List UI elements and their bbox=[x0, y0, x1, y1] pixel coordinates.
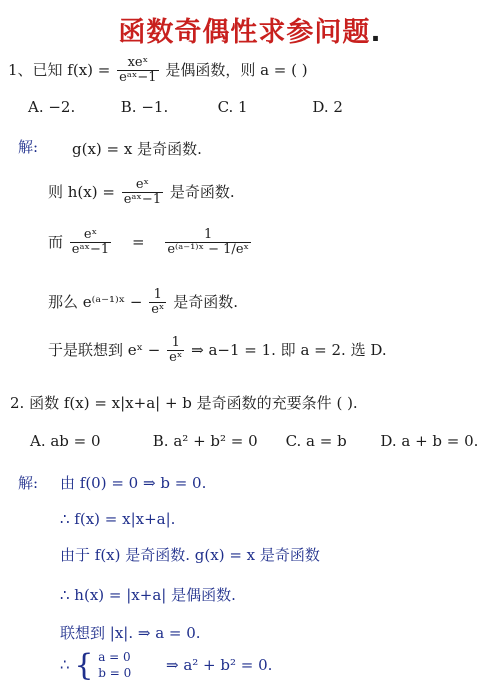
sol1-line-3 bbox=[48, 228, 253, 258]
q1-prefix: 1、已知 f(x) = bbox=[8, 60, 111, 79]
brace-symbol: { bbox=[74, 647, 94, 683]
page-title bbox=[0, 10, 500, 49]
sol2-line-4: ∴ h(x) = |x+a| 是偶函数. bbox=[60, 586, 236, 604]
sol1-line5-fraction bbox=[167, 336, 184, 366]
sol2-line6-suffix: ⇒ a² + b² = 0. bbox=[165, 655, 273, 674]
sol2-line-1: 由 f(0) = 0 ⇒ b = 0. bbox=[60, 474, 207, 492]
sol1-line5-suffix: ⇒ a−1 = 1. 即 a = 2. 选 D. bbox=[191, 340, 387, 359]
q2-option-c: C. a = b bbox=[285, 432, 347, 450]
q1-frac-den: eᵃˣ−1 bbox=[119, 70, 157, 86]
sol1-line4-suffix: 是奇函数. bbox=[173, 292, 238, 311]
q1-frac-num: xeˣ bbox=[117, 56, 158, 71]
sol1-line2-prefix: 则 h(x) = bbox=[48, 182, 115, 201]
sol1-line3-num2: 1 bbox=[165, 228, 251, 243]
q2-option-d: D. a + b = 0. bbox=[380, 432, 479, 450]
sol2-system bbox=[98, 650, 131, 681]
q1-option-a: A. −2. bbox=[28, 98, 76, 116]
question-1 bbox=[8, 56, 308, 86]
q1-option-b: B. −1. bbox=[120, 98, 169, 116]
sol2-line-6 bbox=[60, 647, 273, 683]
q1-fraction bbox=[117, 56, 158, 86]
sol1-line5-prefix: 于是联想到 eˣ − bbox=[48, 340, 161, 359]
sol2-system-a: a = 0 bbox=[98, 650, 131, 664]
sol2-line-5: 联想到 |x|. ⇒ a = 0. bbox=[60, 624, 201, 642]
sol1-line2-num: eˣ bbox=[122, 178, 163, 193]
sol1-line-4 bbox=[48, 288, 238, 318]
q1-suffix: 是偶函数，则 a = ( ) bbox=[165, 60, 308, 79]
sol1-line4-den: eˣ bbox=[151, 302, 165, 318]
solution-1-label: 解: bbox=[18, 138, 39, 156]
sol1-line3-den2: e⁽ᵃ⁻¹⁾ˣ − 1/eˣ bbox=[167, 242, 250, 258]
sol2-line-3: 由于 f(x) 是奇函数. g(x) = x 是奇函数 bbox=[60, 546, 320, 564]
sol1-line4-prefix: 那么 e⁽ᵃ⁻¹⁾ˣ − bbox=[48, 292, 143, 311]
q1-option-d: D. 2 bbox=[312, 98, 343, 116]
title-text: 函数奇偶性求参问题 bbox=[118, 17, 371, 48]
sol1-line2-den: eᵃˣ−1 bbox=[123, 192, 162, 208]
q2-option-b: B. a² + b² = 0 bbox=[152, 432, 258, 450]
q2-options bbox=[30, 434, 478, 449]
title-dot: . bbox=[370, 17, 382, 48]
sol1-line5-num: 1 bbox=[167, 336, 184, 351]
sol2-system-b: b = 0 bbox=[98, 665, 132, 680]
sol1-line3-fraction-2 bbox=[165, 228, 251, 258]
q2-option-a: A. ab = 0 bbox=[30, 432, 101, 450]
sol1-line3-prefix: 而 bbox=[48, 232, 64, 251]
sol1-line3-fraction-1 bbox=[70, 228, 111, 258]
sol1-line-2 bbox=[48, 178, 235, 208]
q1-option-c: C. 1 bbox=[217, 98, 248, 116]
sol1-line2-fraction bbox=[122, 178, 163, 208]
q1-options bbox=[28, 100, 343, 115]
sol2-line6-prefix: ∴ bbox=[60, 655, 70, 674]
sol1-line3-num: eˣ bbox=[70, 228, 111, 243]
sol1-line4-fraction bbox=[149, 288, 166, 318]
sol1-line3-den: eᵃˣ−1 bbox=[71, 242, 110, 258]
solution-2-label: 解: bbox=[18, 474, 39, 492]
sol1-line-1: g(x) = x 是奇函数. bbox=[72, 140, 202, 158]
sol2-line-2: ∴ f(x) = x|x+a|. bbox=[60, 510, 176, 528]
sol1-line3-equals: = bbox=[131, 232, 145, 251]
sol1-line2-suffix: 是奇函数. bbox=[169, 182, 235, 201]
sol1-line4-num: 1 bbox=[149, 288, 166, 303]
question-2: 2. 函数 f(x) = x|x+a| + b 是奇函数的充要条件 ( ). bbox=[10, 394, 358, 412]
sol1-line5-den: eˣ bbox=[169, 350, 183, 366]
sol1-line-5 bbox=[48, 336, 387, 366]
